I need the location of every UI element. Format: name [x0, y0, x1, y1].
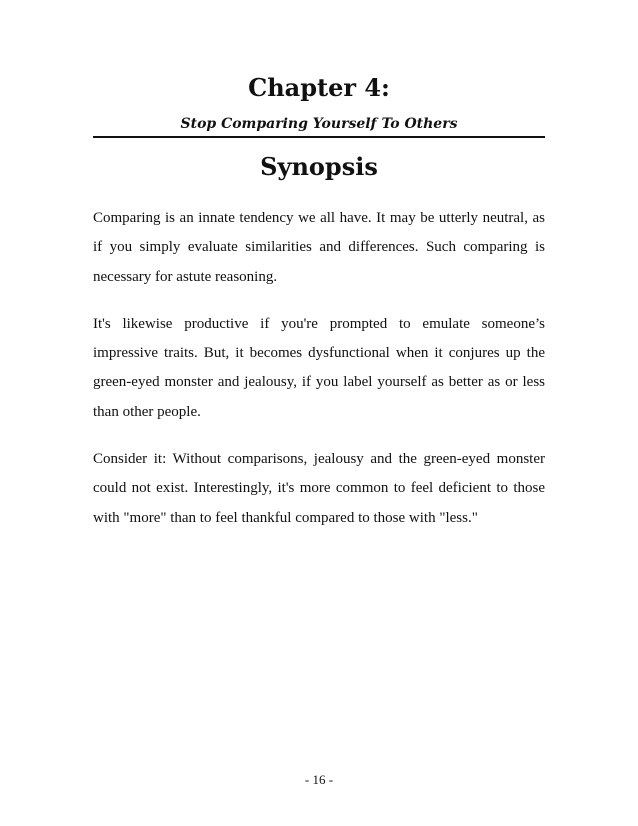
body-text	[93, 204, 545, 551]
paragraph-3: Consider it: Without comparisons, jealousy and the green-eyed monster could not exist. Interestingly, it's more common to feel deficient to those with "more" than to feel thankful compared to those with "less."	[93, 451, 545, 526]
section-title: Synopsis	[260, 152, 378, 181]
chapter-title: Chapter 4:	[248, 73, 390, 102]
page-number: - 16 -	[304, 772, 334, 787]
title-divider	[93, 136, 545, 138]
chapter-subtitle: Stop Comparing Yourself To Others	[180, 116, 458, 132]
paragraph-1: Comparing is an innate tendency we all have. It may be utterly neutral, as if you simply evaluate similarities and differences. Such comparing is necessary for astute reasoning.	[93, 210, 545, 285]
paragraph-2: It's likewise productive if you're prompted to emulate someone’s impressive traits. But, it becomes dysfunctional when it conjures up the green-eyed monster and jealousy, if you label yourself as better as or less than other people.	[93, 315, 545, 420]
